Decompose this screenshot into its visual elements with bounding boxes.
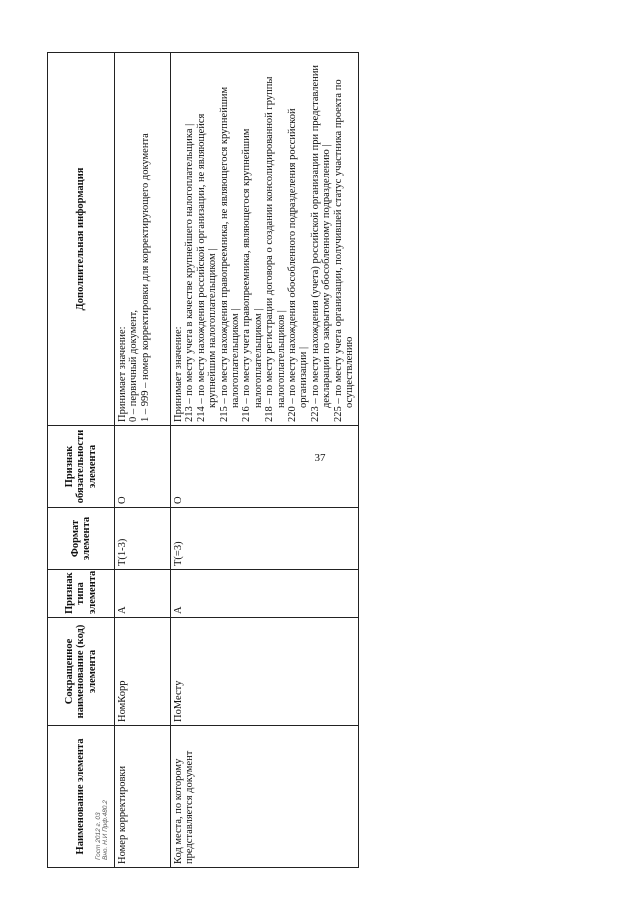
header-element-required: Признак обязательности элемента: [48, 426, 115, 508]
header-element-format: Формат элемента: [48, 508, 115, 570]
info-intro: Принимает значение:: [117, 326, 128, 422]
stamp-line-2: Вно. Н.И Прф.480.2: [102, 800, 109, 860]
info-item: 225 – по месту учета организации, получившей статус участника проекта по осуществлению: [332, 79, 356, 422]
table-row: [171, 53, 359, 868]
header-element-type: Признак типа элемента: [48, 570, 115, 618]
footer-stamp: [95, 780, 119, 860]
cell-type: А: [171, 570, 359, 618]
info-item: 220 – по месту нахождения обособленного подразделения российской организации |: [287, 108, 310, 422]
table-row: [115, 53, 171, 868]
cell-type: А: [115, 570, 171, 618]
cell-name: Номер корректировки: [115, 726, 171, 868]
header-element-name: Наименование элемента: [48, 726, 115, 868]
cell-info: [171, 53, 359, 426]
cell-name: Код места, по которому представляется документ: [171, 726, 359, 868]
elements-table: [47, 52, 359, 868]
cell-format: Т(=3): [171, 508, 359, 570]
rotated-table-sheet: [47, 53, 587, 868]
info-item: 218 – по месту регистрации договора о создании консолидированной группы налогоплательщиков |: [264, 76, 287, 422]
page-number: 37: [314, 452, 326, 464]
info-item: 216 – по месту учета правопреемника, являющегося крупнейшим налогоплательщиком |: [241, 128, 264, 422]
info-item: 0 – первичный документ,: [128, 309, 140, 422]
cell-required: О: [115, 426, 171, 508]
info-item: 1 – 999 – номер корректировки для корректирующего документа: [139, 133, 151, 422]
cell-code: ПоМесту: [171, 618, 359, 726]
cell-info: [115, 53, 171, 426]
cell-format: Т(1-3): [115, 508, 171, 570]
header-additional-info: Дополнительная информация: [48, 53, 115, 426]
info-item: 214 – по месту нахождения российской организации, не являющейся крупнейшим налогоплательщиком |: [195, 113, 219, 422]
cell-code: НомКорр: [115, 618, 171, 726]
info-item: 215 – по месту нахождения правопреемника, не являющегося крупнейшим налогоплательщиком |: [218, 86, 242, 422]
info-item: 213 – по месту учета в качестве крупнейшего налогоплательщика |: [184, 123, 196, 422]
header-element-code: Сокращенное наименование (код) элемента: [48, 618, 115, 726]
table-header-row: [48, 53, 115, 868]
cell-required: О: [171, 426, 359, 508]
info-item: 223 – по месту нахождения (учета) российской организации при представлении декларации по закрытому обособленному подразделению |: [309, 64, 333, 422]
info-intro: Принимает значение:: [173, 326, 184, 422]
stamp-line-1: Гост 2012 г. 03: [95, 812, 102, 860]
